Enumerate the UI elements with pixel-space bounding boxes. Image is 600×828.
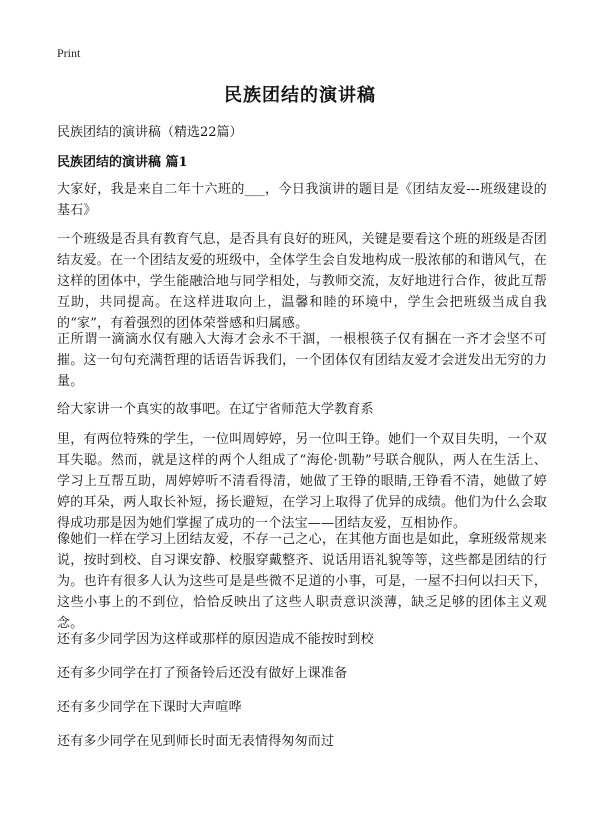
section-heading: 民族团结的演讲稿 篇1 (57, 155, 188, 170)
paragraph-class-rules: 像她们一样在学习上团结友爱，不存一己之心，在其他方面也是如此，拿班级常规来说，按时到校、自习课安静、校服穿戴整齐、说话用语礼貌等等，这些都是团结的行为。也许有很多人认为这些可是是些微不足道的小事，可是，一屋不扫何以扫天下，这些小事上的不到位，恰恰反映出了这些人职责意识淡薄，缺乏足够的团体主义观念。 (57, 532, 547, 631)
paragraph-class-atmosphere: 一个班级是否具有教育气息，是否具有良好的班风，关键是要看这个班的班级是否团结友爱。在一个团结友爱的班级中，全体学生会自发地构成一股浓郁的和谐风气，在这样的团体中，学生能融洽地与同学相处，与教师交流，友好地进行合作，彼此互帮互助，共同提高。在这样进取向上，温馨和睦的环境中，学生会把班级当成自我的“家”，有着强烈的团体荣誉感和归属感。 (57, 232, 547, 331)
page-title: 民族团结的演讲稿 (224, 85, 376, 106)
paragraph-question-4: 还有多少同学在见到师长时面无表情得匆匆而过 (57, 734, 335, 749)
paragraph-question-2: 还有多少同学在打了预备铃后还没有做好上课准备 (57, 666, 348, 681)
subtitle: 民族团结的演讲稿（精选22篇） (57, 125, 243, 140)
paragraph-greeting: 大家好，我是来自二年十六班的___，今日我演讲的题目是《团结友爱---班级建设的基石》 (57, 182, 547, 218)
paragraph-story-intro: 给大家讲一个真实的故事吧。在辽宁省师范大学教育系 (57, 402, 374, 417)
paragraph-story: 里，有两位特殊的学生，一位叫周婷婷，另一位叫王铮。她们一个双目失明，一个双耳失聪。然而，就是这样的两个人组成了“海伦·凯勒”号联合舰队，两人在生活上、学习上互帮互助，周婷婷听不清看得清，她做了王铮的眼睛,王铮看不清，她做了婷婷的耳朵，两人取长补短，扬长避短，在学习上取得了优异的成绩。他们为什么会取得成功那是因为她们掌握了成功的一个法宝——团结友爱，互相协作。 (57, 432, 547, 531)
print-link[interactable]: Print (57, 46, 81, 60)
paragraph-question-3: 还有多少同学在下课时大声喧哗 (57, 700, 242, 715)
paragraph-unity-power: 正所谓一滴滴水仅有融入大海才会永不干涸，一根根筷子仅有捆在一齐才会坚不可摧。这一句句充满哲理的话语告诉我们，一个团体仅有团结友爱才会迸发出无穷的力量。 (57, 332, 547, 389)
paragraph-question-1: 还有多少同学因为这样或那样的原因造成不能按时到校 (57, 632, 374, 647)
